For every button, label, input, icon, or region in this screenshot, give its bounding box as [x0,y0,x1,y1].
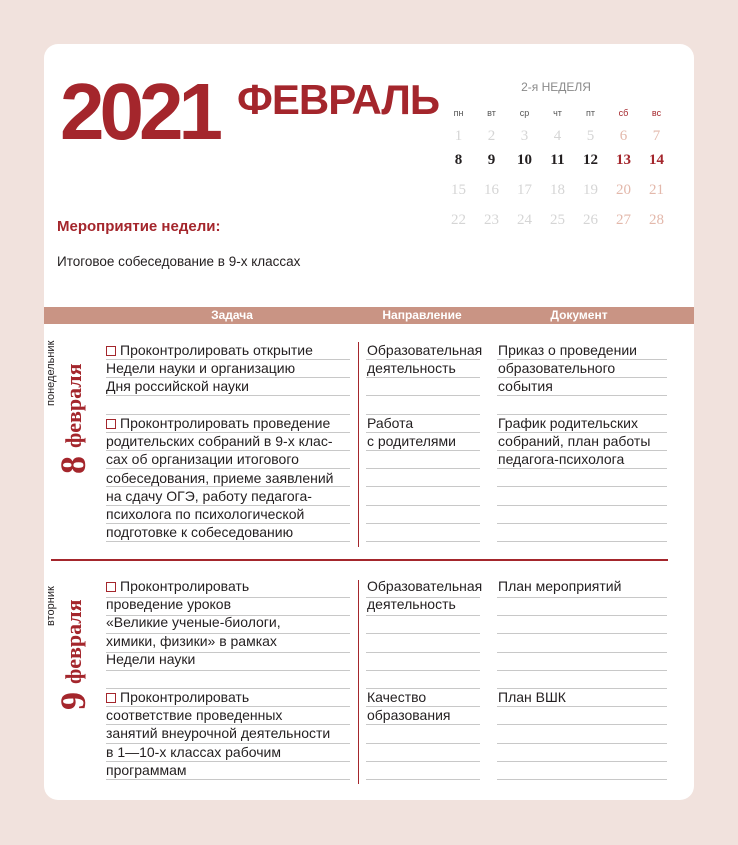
calendar-week-row [442,152,682,172]
direction-text: Образовательная деятельность [367,578,483,613]
calendar-weekday-3: чт [553,108,562,118]
calendar-day: 1 [454,128,463,144]
ruled-line [497,706,667,707]
year-title: 2021 [60,67,218,156]
calendar-day: 14 [649,152,664,168]
calendar-day: 17 [517,182,532,198]
calendar-weekday-5: сб [618,108,629,118]
day-label [45,572,93,778]
calendar-day: 22 [451,212,466,228]
ruled-line [366,486,480,487]
ruled-line [497,633,667,634]
column-divider [358,580,359,784]
calendar-week-row [442,182,682,202]
day-block-tuesday [44,572,694,784]
day-month: февраля [61,599,86,684]
day-separator [51,559,668,561]
week-label: 2-я НЕДЕЛЯ [521,80,591,94]
ruled-line [497,761,667,762]
ruled-line [497,615,667,616]
calendar-day: 3 [520,128,529,144]
ruled-line [366,633,480,634]
column-divider [358,342,359,547]
ruled-line [106,779,350,780]
calendar-weekday-row [442,106,682,126]
day-month: февраля [61,363,86,448]
calendar-day: 20 [616,182,631,198]
calendar-day: 24 [517,212,532,228]
calendar-day: 5 [586,128,595,144]
day-number: 8 [53,456,93,474]
calendar-day: 23 [484,212,499,228]
ruled-line [497,743,667,744]
column-header-document: Документ [550,308,608,322]
calendar-day: 10 [517,152,532,168]
document-text: План ВШК [498,689,566,705]
calendar-day: 27 [616,212,631,228]
calendar-weekday-4: пт [586,108,595,118]
calendar-day: 26 [583,212,598,228]
calendar-day: 12 [583,152,598,168]
table-header [44,307,694,324]
day-block-monday [44,334,694,547]
direction-text: Качество образования [367,689,451,724]
ruled-line [366,468,480,469]
calendar-day: 9 [487,152,496,168]
ruled-line [366,743,480,744]
ruled-line [366,395,480,396]
ruled-line [366,761,480,762]
calendar-week-row [442,212,682,232]
event-of-week-label: Мероприятие недели: [57,218,221,235]
calendar-day: 15 [451,182,466,198]
ruled-line [366,615,480,616]
ruled-line [497,523,667,524]
ruled-line [497,486,667,487]
ruled-line [366,652,480,653]
ruled-line [366,505,480,506]
calendar-weekday-2: ср [519,108,530,118]
planner-page [44,44,694,800]
calendar-day: 16 [484,182,499,198]
ruled-line [366,779,480,780]
calendar-weekday-0: пн [453,108,464,118]
calendar-day: 21 [649,182,664,198]
calendar-week-row [442,128,682,148]
ruled-line [366,523,480,524]
ruled-line [366,724,480,725]
ruled-line [366,541,480,542]
calendar-day: 2 [487,128,496,144]
event-of-week-text: Итоговое собеседование в 9-х классах [57,254,301,269]
ruled-line [497,652,667,653]
document-text: График родительских собраний, план работы педагога-психолога [498,415,651,468]
task-text: Проконтролировать открытие Недели науки и организацию Дня российской науки [106,342,313,395]
document-text: План мероприятий [498,578,622,594]
ruled-line [497,779,667,780]
calendar-day: 25 [550,212,565,228]
task-checkbox[interactable] [106,346,116,356]
calendar-day: 18 [550,182,565,198]
calendar-day: 13 [616,152,631,168]
column-header-task: Задача [211,308,253,322]
ruled-line [497,724,667,725]
day-weekday: вторник [45,586,57,626]
calendar-weekday-6: вс [651,108,662,118]
day-weekday: понедельник [45,340,57,406]
month-title: ФЕВРАЛЬ [237,76,440,123]
ruled-line [497,597,667,598]
calendar-weekday-1: вт [487,108,496,118]
day-number: 9 [53,692,93,710]
ruled-line [497,505,667,506]
task-checkbox[interactable] [106,582,116,592]
task-text: Проконтролировать соответствие проведенных занятий внеурочной деятельности в 1—10-х классах рабочим программам [106,689,331,778]
task-text: Проконтролировать проведение уроков «Великие ученые-биологи, химики, физики» в рамках Недели науки [106,578,281,667]
task-text: Проконтролировать проведение родительских собраний в 9-х клас- сах об организации итогового собеседования, приеме заявлений на сдачу ОГЭ, работу педагога- психолога по психологической подготовке к собеседованию [106,415,334,541]
task-checkbox[interactable] [106,419,116,429]
direction-text: Образовательная деятельность [367,342,483,377]
day-label [45,334,93,540]
ruled-line [497,670,667,671]
ruled-line [106,670,350,671]
calendar-day: 4 [553,128,562,144]
ruled-line [497,541,667,542]
calendar-day: 11 [550,152,565,168]
task-checkbox[interactable] [106,693,116,703]
document-text: Приказ о проведении образовательного события [498,342,637,395]
ruled-line [366,670,480,671]
calendar-day: 19 [583,182,598,198]
calendar-day: 6 [619,128,628,144]
calendar-day: 8 [454,152,463,168]
direction-text: Работа с родителями [367,415,456,450]
calendar-day: 28 [649,212,664,228]
calendar-day: 7 [652,128,661,144]
column-header-direction: Направление [382,308,462,322]
